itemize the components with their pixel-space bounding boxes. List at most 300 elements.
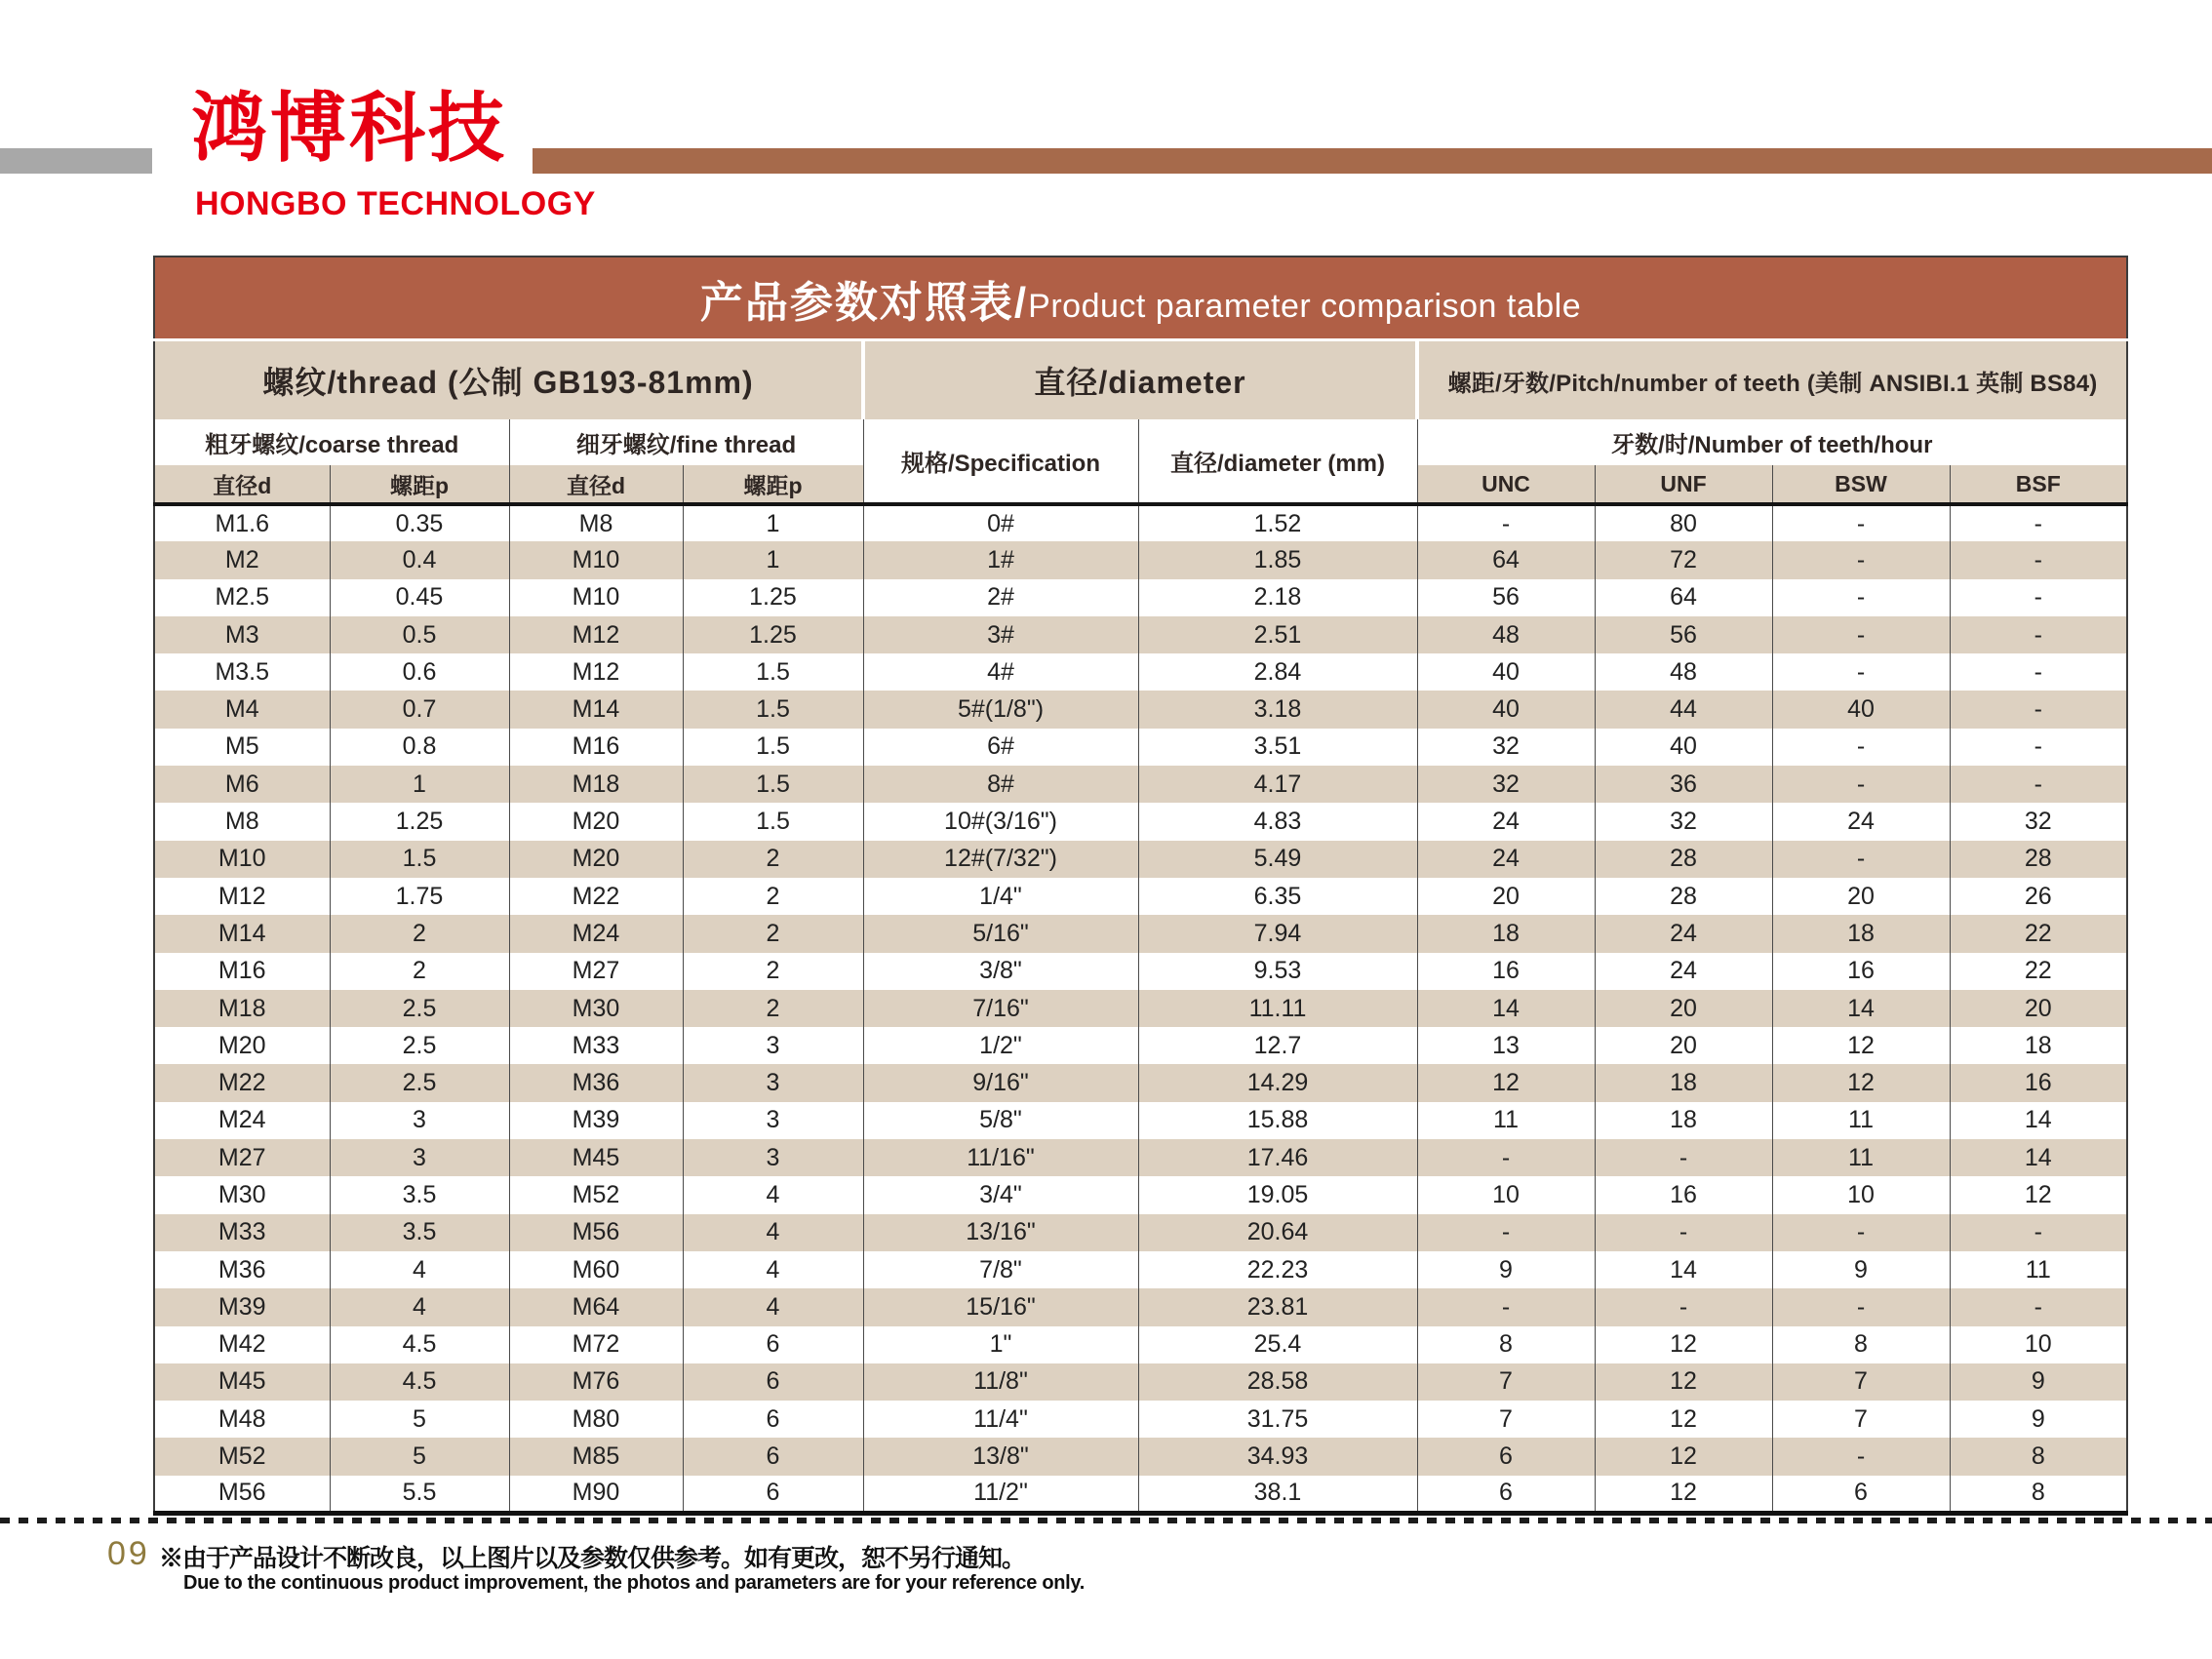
- table-cell: M8: [509, 504, 683, 541]
- table-cell: 2: [683, 878, 863, 915]
- table-cell: 6: [1417, 1476, 1595, 1513]
- table-cell: 1.25: [330, 803, 509, 840]
- table-cell: 18: [1417, 915, 1595, 952]
- table-cell: 5.49: [1138, 841, 1417, 878]
- table-cell: M18: [509, 766, 683, 803]
- table-cell: 40: [1417, 653, 1595, 691]
- table-cell: M36: [509, 1064, 683, 1101]
- table-cell: 3.5: [330, 1214, 509, 1251]
- table-cell: 5/16": [863, 915, 1138, 952]
- table-row: [154, 803, 2127, 840]
- table-cell: 4: [330, 1251, 509, 1288]
- table-row: [154, 1064, 2127, 1101]
- subheader-fine-thread: 细牙螺纹/fine thread: [509, 419, 863, 465]
- table-cell: 34.93: [1138, 1438, 1417, 1475]
- subheader-number-of-teeth: 牙数/时/Number of teeth/hour: [1417, 419, 2127, 465]
- table-cell: 14: [1950, 1102, 2127, 1139]
- table-cell: M5: [224, 732, 259, 761]
- table-cell: 7/8": [863, 1251, 1138, 1288]
- table-cell: M18: [217, 994, 266, 1022]
- left-accent-bar: [0, 148, 152, 174]
- table-cell: 12: [1595, 1401, 1772, 1438]
- table-cell: 1.5: [683, 691, 863, 728]
- table-cell: 14: [1950, 1139, 2127, 1176]
- table-cell: 14: [1595, 1251, 1772, 1288]
- table-row: [154, 1102, 2127, 1139]
- table-cell: 36: [1595, 766, 1772, 803]
- table-cell: 3: [683, 1027, 863, 1064]
- table-cell: 1.75: [330, 878, 509, 915]
- table-row: [154, 691, 2127, 728]
- table-cell: M12: [217, 882, 266, 910]
- table-cell: 1: [683, 541, 863, 578]
- table-cell: 4: [683, 1176, 863, 1213]
- table-cell: 24: [1772, 803, 1950, 840]
- table-title-en: Product parameter comparison table: [1028, 287, 1582, 325]
- right-accent-bar: [533, 148, 2212, 174]
- table-cell: M16: [217, 957, 266, 985]
- table-cell: 25.4: [1138, 1326, 1417, 1363]
- table-cell: 28: [1950, 841, 2127, 878]
- table-cell: -: [1950, 766, 2127, 803]
- table-cell: 2: [683, 953, 863, 990]
- table-cell: 16: [1417, 953, 1595, 990]
- table-cell: 9: [1950, 1401, 2127, 1438]
- table-cell: 4: [330, 1288, 509, 1325]
- table-cell: 1.5: [330, 841, 509, 878]
- table-cell: 3.5: [330, 1176, 509, 1213]
- table-cell: -: [1950, 1288, 2127, 1325]
- table-cell: 9.53: [1138, 953, 1417, 990]
- table-cell: 56: [1417, 579, 1595, 616]
- table-row: [154, 990, 2127, 1027]
- table-cell: 48: [1417, 616, 1595, 653]
- table-cell: 6.35: [1138, 878, 1417, 915]
- table-cell: 2#: [863, 579, 1138, 616]
- table-cell: 0.5: [330, 616, 509, 653]
- table-cell: 2.18: [1138, 579, 1417, 616]
- table-cell: 13/16": [863, 1214, 1138, 1251]
- table-row: [154, 1326, 2127, 1363]
- table-cell: 8: [1950, 1476, 2127, 1513]
- table-cell: 11: [1950, 1251, 2127, 1288]
- table-cell: 28: [1595, 841, 1772, 878]
- table-cell: M36: [217, 1255, 266, 1284]
- table-cell: M16: [509, 729, 683, 766]
- table-cell: 1.5: [683, 766, 863, 803]
- table-cell: 11/2": [863, 1476, 1138, 1513]
- table-row: [154, 878, 2127, 915]
- table-cell: 16: [1950, 1064, 2127, 1101]
- table-row: [154, 504, 2127, 541]
- table-cell: 64: [1595, 579, 1772, 616]
- table-cell: 12: [1595, 1363, 1772, 1401]
- table-cell: 4#: [863, 653, 1138, 691]
- table-cell: 1#: [863, 541, 1138, 578]
- table-cell: 13: [1417, 1027, 1595, 1064]
- group-thread: 螺纹/thread (公制 GB193-81mm): [154, 340, 863, 420]
- table-cell: M72: [509, 1326, 683, 1363]
- table-cell: 5.5: [330, 1476, 509, 1513]
- table-cell: 2: [683, 915, 863, 952]
- table-cell: 11/4": [863, 1401, 1138, 1438]
- table-cell: 8#: [863, 766, 1138, 803]
- table-cell: 5: [330, 1438, 509, 1475]
- table-cell: 40: [1595, 729, 1772, 766]
- table-cell: 6: [683, 1401, 863, 1438]
- table-cell: 8: [1417, 1326, 1595, 1363]
- table-cell: 1.25: [683, 579, 863, 616]
- column-header-coarse-diameter: 直径d: [154, 465, 330, 504]
- table-cell: 3.51: [1138, 729, 1417, 766]
- table-cell: M20: [217, 1031, 266, 1059]
- brand-logo-en: HONGBO TECHNOLOGY: [195, 185, 596, 222]
- table-cell: 24: [1595, 915, 1772, 952]
- column-header-unc: UNC: [1417, 465, 1595, 504]
- table-cell: M10: [509, 579, 683, 616]
- table-cell: 24: [1417, 841, 1595, 878]
- table-cell: 4: [683, 1214, 863, 1251]
- table-cell: M1.6: [215, 509, 270, 537]
- table-cell: 1: [330, 766, 509, 803]
- table-cell: 1/2": [863, 1027, 1138, 1064]
- table-cell: 4.5: [330, 1326, 509, 1363]
- table-cell: 80: [1595, 504, 1772, 541]
- table-cell: 16: [1772, 953, 1950, 990]
- table-cell: 5: [330, 1401, 509, 1438]
- table-cell: 6: [683, 1438, 863, 1475]
- table-cell: 20: [1772, 878, 1950, 915]
- table-cell: 2.5: [330, 990, 509, 1027]
- table-cell: 10: [1417, 1176, 1595, 1213]
- table-cell: 1": [863, 1326, 1138, 1363]
- table-cell: M4: [224, 695, 259, 724]
- table-cell: M14: [509, 691, 683, 728]
- table-cell: -: [1417, 1288, 1595, 1325]
- table-cell: 5/8": [863, 1102, 1138, 1139]
- table-cell: M27: [217, 1143, 266, 1171]
- table-cell: 32: [1417, 766, 1595, 803]
- table-cell: 32: [1595, 803, 1772, 840]
- table-cell: M8: [224, 808, 259, 836]
- table-row: [154, 953, 2127, 990]
- table-row: [154, 1401, 2127, 1438]
- table-cell: 7: [1772, 1401, 1950, 1438]
- table-cell: 32: [1950, 803, 2127, 840]
- table-cell: -: [1417, 504, 1595, 541]
- brand-logo-cn: 鸿博科技: [191, 85, 508, 171]
- table-cell: 28.58: [1138, 1363, 1417, 1401]
- table-row: [154, 915, 2127, 952]
- table-cell: M14: [217, 919, 266, 947]
- table-cell: 0.7: [330, 691, 509, 728]
- table-cell: 12: [1595, 1476, 1772, 1513]
- table-cell: 1.25: [683, 616, 863, 653]
- table-cell: -: [1772, 841, 1950, 878]
- table-cell: 20: [1595, 990, 1772, 1027]
- table-cell: M2.5: [215, 583, 270, 612]
- table-cell: 11/16": [863, 1139, 1138, 1176]
- column-header-fine-diameter: 直径d: [509, 465, 683, 504]
- table-cell: 9: [1417, 1251, 1595, 1288]
- table-cell: M48: [217, 1404, 266, 1433]
- table-cell: -: [1950, 504, 2127, 541]
- table-cell: M42: [217, 1330, 266, 1359]
- table-cell: 14: [1772, 990, 1950, 1027]
- table-cell: M30: [509, 990, 683, 1027]
- subheader-coarse-thread: 粗牙螺纹/coarse thread: [154, 419, 509, 465]
- table-row: [154, 579, 2127, 616]
- table-cell: 23.81: [1138, 1288, 1417, 1325]
- footer-note-en: Due to the continuous product improvement, the photos and parameters are for your reference only.: [183, 1572, 1086, 1594]
- table-cell: 3/8": [863, 953, 1138, 990]
- table-cell: -: [1772, 766, 1950, 803]
- table-cell: -: [1950, 579, 2127, 616]
- group-diameter: 直径/diameter: [863, 340, 1417, 420]
- table-cell: 9: [1772, 1251, 1950, 1288]
- table-cell: -: [1950, 691, 2127, 728]
- table-cell: M20: [509, 803, 683, 840]
- table-cell: -: [1772, 1438, 1950, 1475]
- table-cell: 3.18: [1138, 691, 1417, 728]
- table-cell: 12: [1417, 1064, 1595, 1101]
- table-row: [154, 1288, 2127, 1325]
- table-row: [154, 541, 2127, 578]
- table-cell: 12: [1595, 1438, 1772, 1475]
- table-title: [154, 257, 2127, 340]
- table-cell: 5#(1/8"): [863, 691, 1138, 728]
- table-cell: 0.4: [330, 541, 509, 578]
- table-cell: -: [1950, 616, 2127, 653]
- table-cell: M52: [217, 1442, 266, 1471]
- table-row: [154, 841, 2127, 878]
- table-cell: M90: [509, 1476, 683, 1513]
- table-row: [154, 1363, 2127, 1401]
- table-cell: 6: [683, 1476, 863, 1513]
- page-number: 09: [107, 1535, 150, 1572]
- table-cell: 4.17: [1138, 766, 1417, 803]
- table-cell: 2.84: [1138, 653, 1417, 691]
- table-cell: M12: [509, 653, 683, 691]
- table-row: [154, 1214, 2127, 1251]
- table-row: [154, 1438, 2127, 1475]
- table-cell: 9/16": [863, 1064, 1138, 1101]
- table-cell: 7: [1417, 1363, 1595, 1401]
- table-cell: M24: [509, 915, 683, 952]
- column-header-coarse-pitch: 螺距p: [330, 465, 509, 504]
- table-cell: -: [1595, 1139, 1772, 1176]
- table-cell: 32: [1417, 729, 1595, 766]
- table-cell: 8: [1950, 1438, 2127, 1475]
- table-cell: -: [1772, 541, 1950, 578]
- table-cell: 3: [330, 1139, 509, 1176]
- table-cell: -: [1772, 653, 1950, 691]
- table-cell: -: [1772, 579, 1950, 616]
- table-cell: 40: [1772, 691, 1950, 728]
- group-header-row: [154, 340, 2127, 420]
- table-cell: 15.88: [1138, 1102, 1417, 1139]
- table-cell: 15/16": [863, 1288, 1138, 1325]
- table-cell: 24: [1417, 803, 1595, 840]
- table-cell: 12: [1595, 1326, 1772, 1363]
- table-cell: 6: [1417, 1438, 1595, 1475]
- table-cell: 2: [330, 915, 509, 952]
- table-cell: M2: [224, 545, 259, 573]
- table-cell: -: [1950, 541, 2127, 578]
- table-row: [154, 1476, 2127, 1513]
- table-cell: -: [1417, 1214, 1595, 1251]
- table-cell: M3: [224, 620, 259, 649]
- table-cell: 0.35: [330, 504, 509, 541]
- table-cell: M30: [217, 1180, 266, 1208]
- table-cell: 64: [1417, 541, 1595, 578]
- table-row: [154, 653, 2127, 691]
- table-cell: 0#: [863, 504, 1138, 541]
- table-cell: 11: [1417, 1102, 1595, 1139]
- column-header-fine-pitch: 螺距p: [683, 465, 863, 504]
- subheader-specification: 规格/Specification: [863, 419, 1138, 504]
- table-cell: 7/16": [863, 990, 1138, 1027]
- table-cell: 2: [683, 841, 863, 878]
- table-cell: M20: [509, 841, 683, 878]
- table-cell: 12.7: [1138, 1027, 1417, 1064]
- column-header-bsf: BSF: [1950, 465, 2127, 504]
- table-cell: 4.83: [1138, 803, 1417, 840]
- table-cell: 11/8": [863, 1363, 1138, 1401]
- table-cell: 12: [1772, 1064, 1950, 1101]
- table-cell: 1.85: [1138, 541, 1417, 578]
- table-cell: 10: [1772, 1176, 1950, 1213]
- table-cell: 28: [1595, 878, 1772, 915]
- table-cell: M22: [509, 878, 683, 915]
- subheader-row-1: [154, 419, 2127, 465]
- table-cell: M22: [217, 1069, 266, 1097]
- parameter-table: [153, 256, 2128, 1516]
- table-cell: 1.5: [683, 729, 863, 766]
- table-cell: 31.75: [1138, 1401, 1417, 1438]
- table-cell: 6: [683, 1363, 863, 1401]
- table-cell: 2.5: [330, 1027, 509, 1064]
- table-row: [154, 1176, 2127, 1213]
- table-cell: 16: [1595, 1176, 1772, 1213]
- table-cell: M45: [217, 1367, 266, 1396]
- table-cell: -: [1950, 729, 2127, 766]
- table-cell: M76: [509, 1363, 683, 1401]
- table-cell: 9: [1950, 1363, 2127, 1401]
- table-cell: 2: [330, 953, 509, 990]
- table-cell: 3: [683, 1064, 863, 1101]
- table-cell: -: [1772, 616, 1950, 653]
- table-cell: -: [1772, 1214, 1950, 1251]
- table-cell: 18: [1772, 915, 1950, 952]
- table-cell: 7: [1417, 1401, 1595, 1438]
- table-cell: 1.5: [683, 803, 863, 840]
- table-title-cn: 产品参数对照表/: [699, 278, 1029, 327]
- table-cell: 26: [1950, 878, 2127, 915]
- table-cell: 38.1: [1138, 1476, 1417, 1513]
- table-cell: M56: [217, 1479, 266, 1507]
- table-cell: 1/4": [863, 878, 1138, 915]
- table-cell: M12: [509, 616, 683, 653]
- table-cell: 14: [1417, 990, 1595, 1027]
- table-cell: 22: [1950, 915, 2127, 952]
- table-cell: -: [1772, 504, 1950, 541]
- table-cell: M10: [217, 845, 266, 873]
- table-cell: 72: [1595, 541, 1772, 578]
- table-cell: 22: [1950, 953, 2127, 990]
- table-cell: M27: [509, 953, 683, 990]
- table-cell: M10: [509, 541, 683, 578]
- table-title-row: [154, 257, 2127, 340]
- table-row: [154, 729, 2127, 766]
- table-cell: 12: [1772, 1027, 1950, 1064]
- dashed-divider: [0, 1518, 2212, 1523]
- table-cell: 19.05: [1138, 1176, 1417, 1213]
- table-cell: M45: [509, 1139, 683, 1176]
- table-cell: -: [1595, 1214, 1772, 1251]
- table-cell: -: [1950, 1214, 2127, 1251]
- table-cell: 20: [1950, 990, 2127, 1027]
- table-cell: M64: [509, 1288, 683, 1325]
- table-cell: 0.8: [330, 729, 509, 766]
- subheader-diameter-mm: 直径/diameter (mm): [1138, 419, 1417, 504]
- table-cell: 7.94: [1138, 915, 1417, 952]
- table-cell: M33: [509, 1027, 683, 1064]
- table-cell: 3: [683, 1102, 863, 1139]
- table-cell: M3.5: [215, 657, 270, 686]
- table-cell: 48: [1595, 653, 1772, 691]
- column-header-unf: UNF: [1595, 465, 1772, 504]
- table-cell: 8: [1772, 1326, 1950, 1363]
- table-cell: M52: [509, 1176, 683, 1213]
- table-cell: 3#: [863, 616, 1138, 653]
- table-cell: 22.23: [1138, 1251, 1417, 1288]
- table-cell: 13/8": [863, 1438, 1138, 1475]
- table-cell: 3: [683, 1139, 863, 1176]
- table-cell: 11.11: [1138, 990, 1417, 1027]
- table-cell: 2: [683, 990, 863, 1027]
- table-row: [154, 1251, 2127, 1288]
- table-cell: 3: [330, 1102, 509, 1139]
- table-cell: 1.52: [1138, 504, 1417, 541]
- table-cell: -: [1417, 1139, 1595, 1176]
- table-cell: 10: [1950, 1326, 2127, 1363]
- table-cell: 24: [1595, 953, 1772, 990]
- table-cell: M85: [509, 1438, 683, 1475]
- table-cell: 0.6: [330, 653, 509, 691]
- table-row: [154, 1027, 2127, 1064]
- table-cell: -: [1950, 653, 2127, 691]
- table-cell: 17.46: [1138, 1139, 1417, 1176]
- table-cell: 40: [1417, 691, 1595, 728]
- table-cell: 14.29: [1138, 1064, 1417, 1101]
- table-cell: 3/4": [863, 1176, 1138, 1213]
- table-cell: 18: [1595, 1064, 1772, 1101]
- table-cell: 4.5: [330, 1363, 509, 1401]
- table-cell: 12: [1950, 1176, 2127, 1213]
- table-cell: 44: [1595, 691, 1772, 728]
- table-row: [154, 1139, 2127, 1176]
- table-cell: M80: [509, 1401, 683, 1438]
- table-cell: 2.51: [1138, 616, 1417, 653]
- table-cell: -: [1772, 729, 1950, 766]
- table-cell: 7: [1772, 1363, 1950, 1401]
- table-cell: 12#(7/32"): [863, 841, 1138, 878]
- table-cell: 6: [1772, 1476, 1950, 1513]
- table-cell: 0.45: [330, 579, 509, 616]
- table-cell: 20: [1595, 1027, 1772, 1064]
- table-cell: 6: [683, 1326, 863, 1363]
